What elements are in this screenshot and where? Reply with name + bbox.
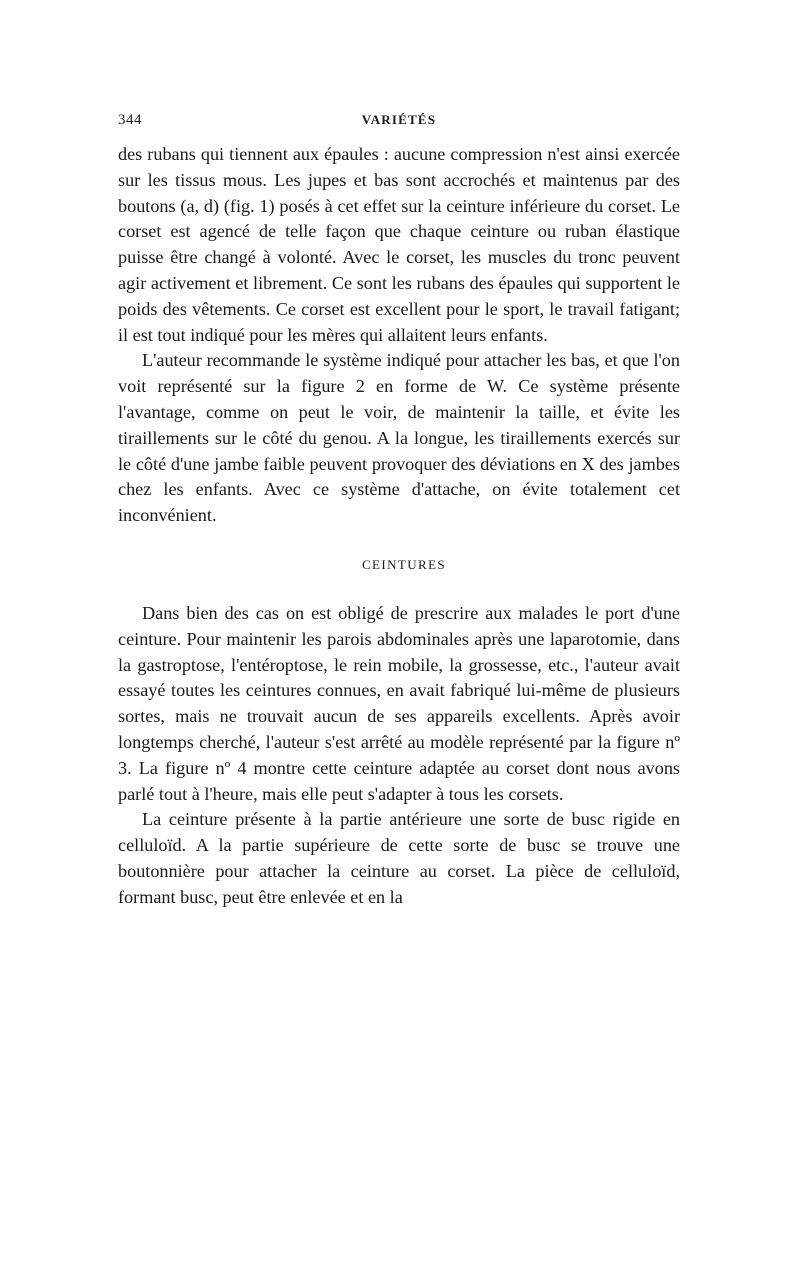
page-number: 344 (118, 112, 142, 128)
paragraph-belts-intro: Dans bien des cas on est obligé de prescrire aux malades le port d'une ceinture. Pour maintenir les parois abdominales après une laparotomie, dans la gastroptose, l'entéroptose, le rein mobile, la grossesse, etc., l'auteur avait essayé toutes les ceintures connues, en avait fabriqué lui-même de plusieurs sortes, mais ne trouvait aucun de ses appareils excellents. Après avoir longtemps cherché, l'auteur s'est arrêté au modèle représenté par la figure nº 3. La figure nº 4 montre cette ceinture adaptée au corset dont nous avons parlé tout à l'heure, mais elle peut s'adapter à tous les corsets. (118, 602, 680, 804)
paragraph-continuation: des rubans qui tiennent aux épaules : aucune compression n'est ainsi exercée sur les tissus mous. Les jupes et bas sont accrochés et maintenus par des boutons (a, d) (fig. 1) posés à cet effet sur la ceinture inférieure du corset. Le corset est agencé de telle façon que chaque ceinture ou ruban élastique puisse être changé à volonté. Avec le corset, les muscles du tronc peuvent agir activement et librement. Ce sont les rubans des épaules qui supportent le poids des vêtements. Ce corset est excellent pour le sport, le travail fatigant; il est tout indiqué pour les mères qui allaitent leurs enfants. (118, 144, 680, 345)
book-page (118, 112, 680, 911)
running-header (118, 112, 680, 142)
running-title: VARIÉTÉS (361, 112, 437, 127)
paragraph-belt-description: La ceinture présente à la partie antérieure une sorte de busc rigide en celluloïd. A la partie supérieure de cette sorte de busc se trouve une boutonnière pour attacher la ceinture au corset. La pièce de celluloïd, formant busc, peut être enlevée et en la (118, 809, 680, 907)
paragraph-stockings-system: L'auteur recommande le système indiqué pour attacher les bas, et que l'on voit représenté sur la figure 2 en forme de W. Ce système présente l'avantage, comme on peut le voir, de maintenir la taille, et évite les tiraillements sur le côté du genou. A la longue, les tiraillements exercés sur le côté d'une jambe faible peuvent provoquer des déviations en X des jambes chez les enfants. Avec ce système d'attache, on évite totalement cet inconvénient. (118, 350, 680, 526)
section-heading: CEINTURES (361, 556, 447, 572)
